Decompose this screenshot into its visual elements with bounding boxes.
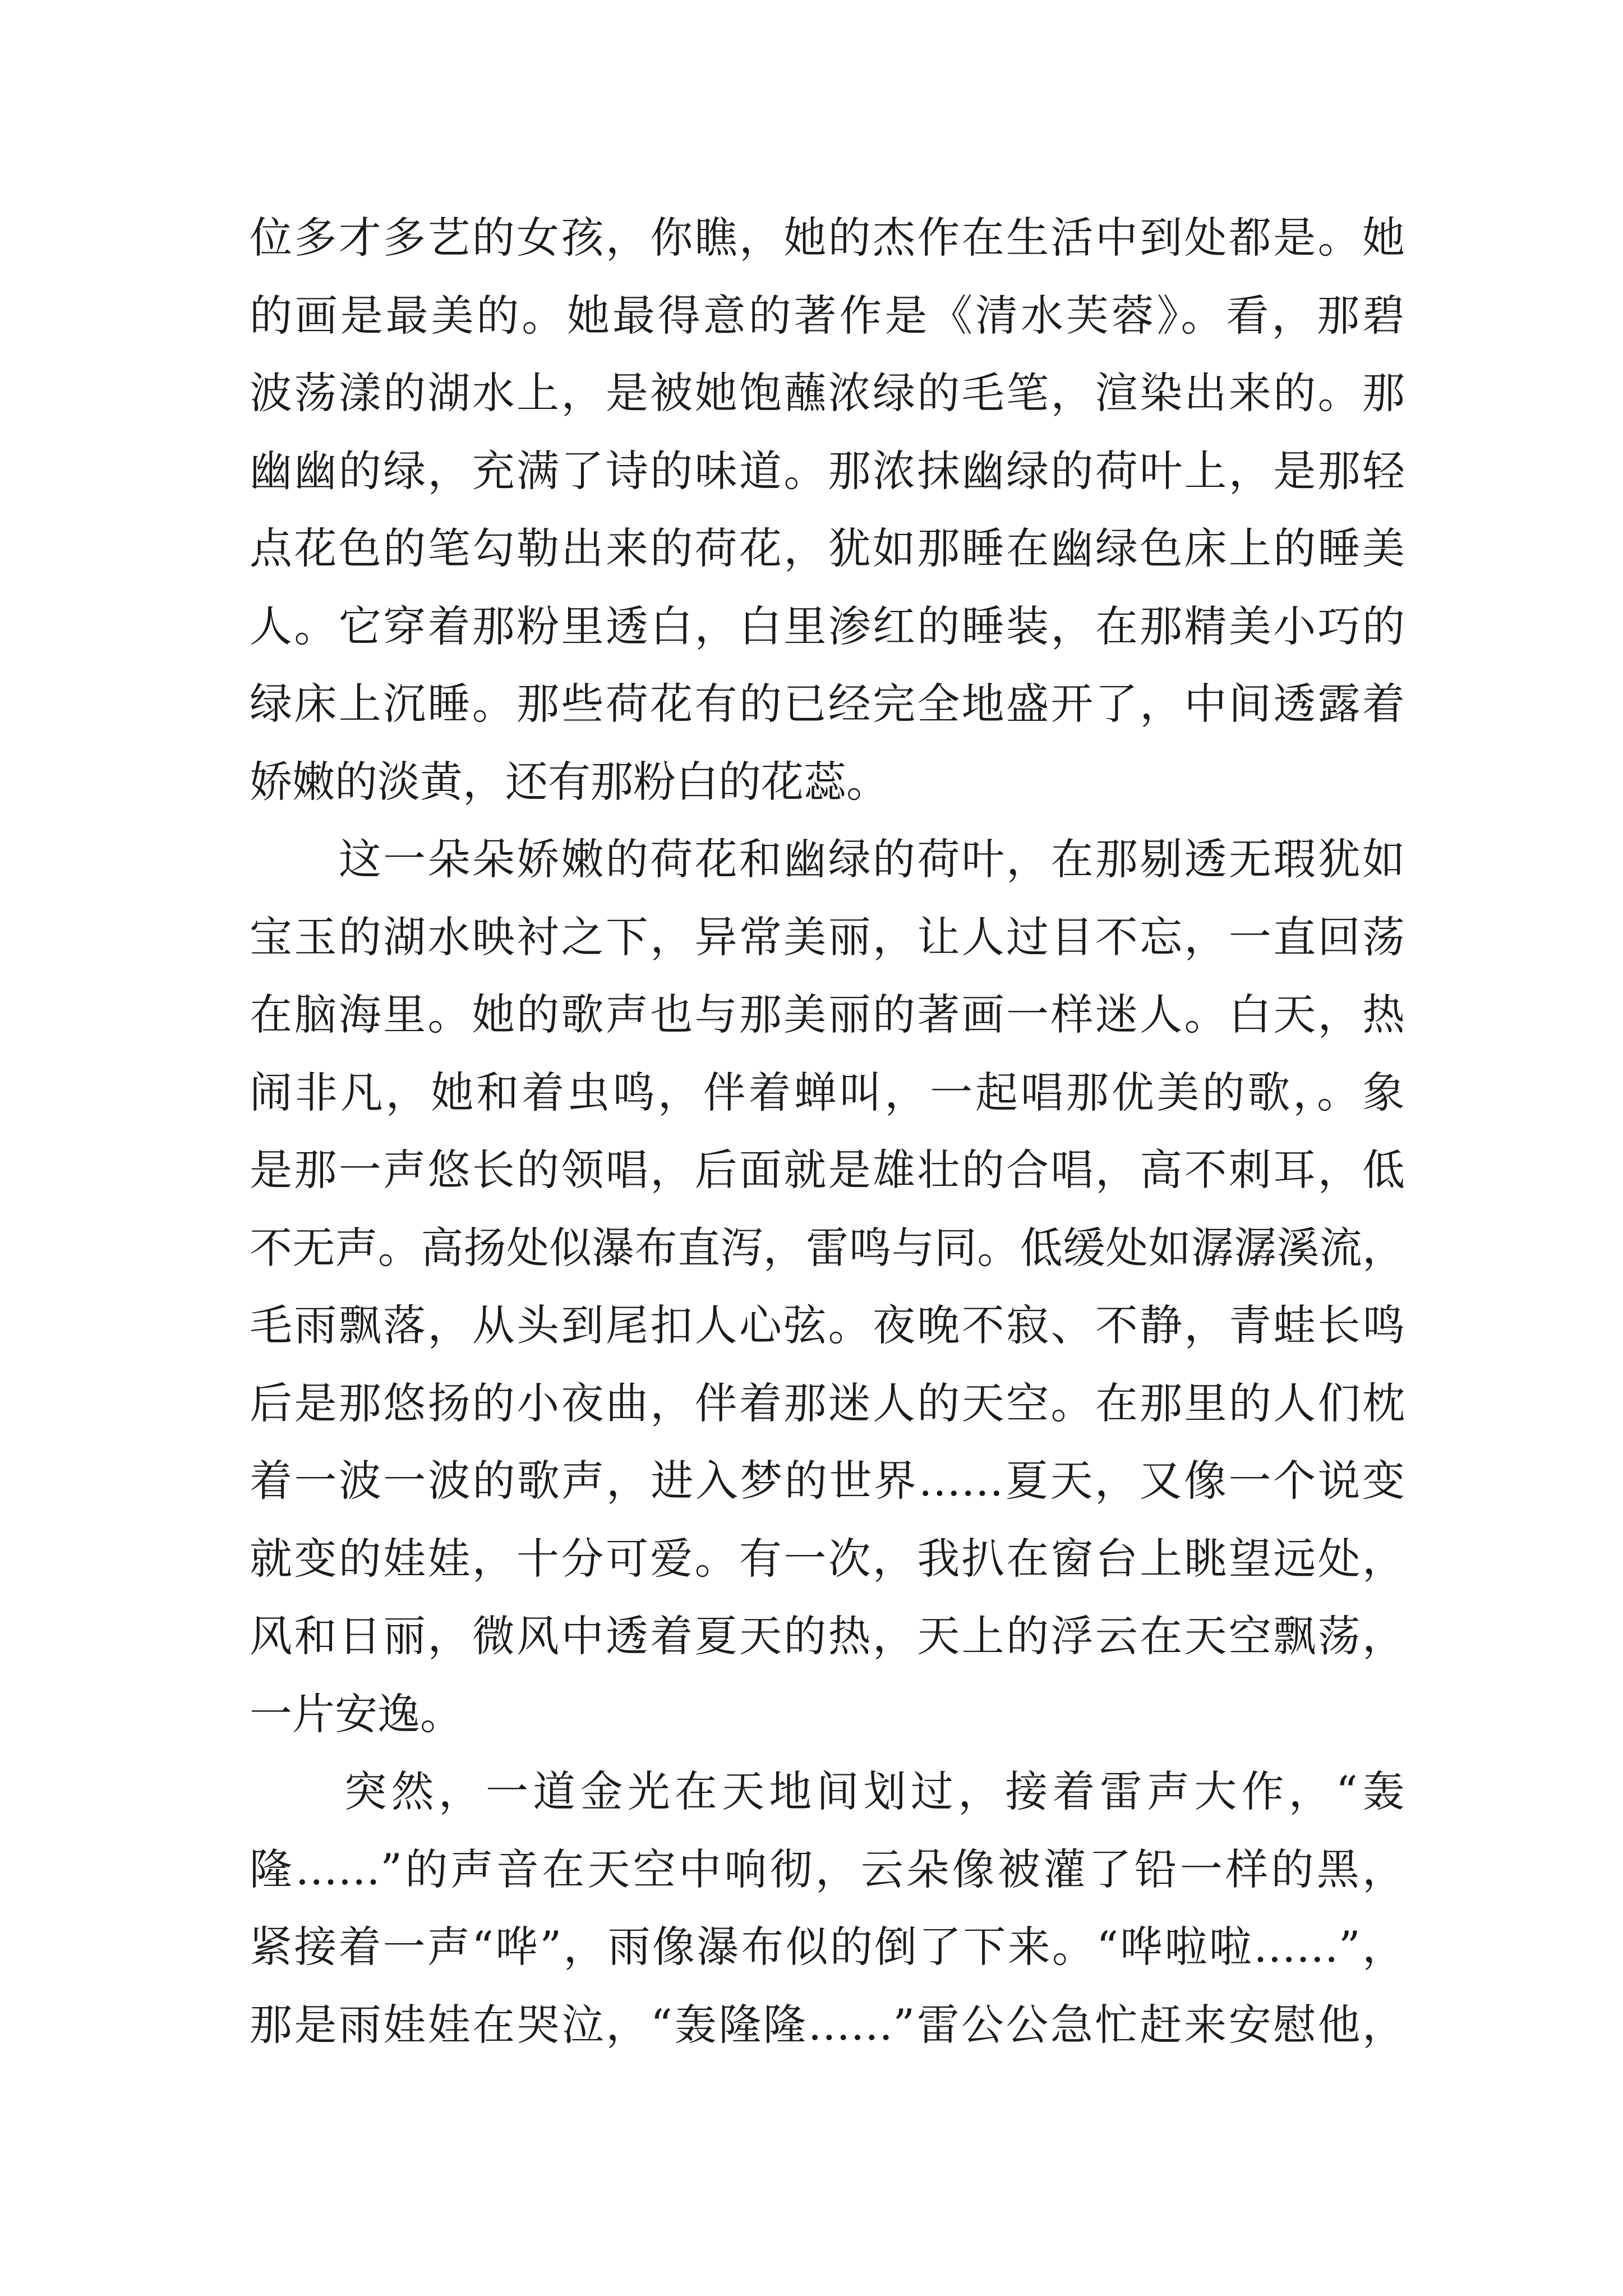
text-line: 点花色的笔勾勒出来的荷花，犹如那睡在幽绿色床上的睡美	[250, 523, 1405, 573]
paragraph-end-line: 一片安逸。	[250, 1688, 463, 1739]
text-line: 着一波一波的歌声，进入梦的世界……夏天，又像一个说变	[250, 1456, 1405, 1506]
text-line: 闹非凡，她和着虫鸣，伴着蝉叫，一起唱那优美的歌，。象	[250, 1067, 1405, 1117]
paragraph-end-line: 娇嫩的淡黄，还有那粉白的花蕊。	[250, 756, 889, 807]
text-line: 人。它穿着那粉里透白，白里渗红的睡装，在那精美小巧的	[250, 601, 1405, 651]
text-line: 绿床上沉睡。那些荷花有的已经完全地盛开了，中间透露着	[250, 679, 1405, 729]
text-line: 宝玉的湖水映衬之下，异常美丽，让人过目不忘，一直回荡	[250, 912, 1405, 962]
text-line: 幽幽的绿，充满了诗的味道。那浓抹幽绿的荷叶上，是那轻	[250, 445, 1405, 496]
text-line: 就变的娃娃，十分可爱。有一次，我扒在窗台上眺望远处，	[250, 1533, 1405, 1584]
text-line: 隆……”的声音在天空中响彻，云朵像被灌了铅一样的黑，	[250, 1844, 1405, 1894]
text-line: 风和日丽，微风中透着夏天的热，天上的浮云在天空飘荡，	[250, 1611, 1405, 1661]
text-line: 毛雨飘落，从头到尾扣人心弦。夜晚不寂、不静，青蛙长鸣	[250, 1300, 1405, 1350]
text-line: 后是那悠扬的小夜曲，伴着那迷人的天空。在那里的人们枕	[250, 1378, 1405, 1428]
text-line: 的画是最美的。她最得意的著作是《清水芙蓉》。看，那碧	[250, 290, 1405, 341]
paragraph-start-line: 这一朵朵娇嫩的荷花和幽绿的荷叶，在那剔透无瑕犹如	[250, 834, 1405, 884]
paragraph-start-line: 突然，一道金光在天地间划过，接着雷声大作，“轰	[250, 1766, 1405, 1816]
text-line: 在脑海里。她的歌声也与那美丽的著画一样迷人。白天，热	[250, 990, 1405, 1039]
text-line: 不无声。高扬处似瀑布直泻，雷鸣与同。低缓处如潺潺溪流，	[250, 1222, 1405, 1273]
text-line: 是那一声悠长的领唱，后面就是雄壮的合唱，高不刺耳，低	[250, 1145, 1405, 1195]
text-line: 波荡漾的湖水上，是被她饱蘸浓绿的毛笔，渲染出来的。那	[250, 368, 1405, 418]
text-line: 紧接着一声“哗”，雨像瀑布似的倒了下来。“哗啦啦……”，	[250, 1922, 1405, 1972]
text-line: 位多才多艺的女孩，你瞧，她的杰作在生活中到处都是。她	[250, 213, 1405, 263]
text-line: 那是雨娃娃在哭泣，“轰隆隆……”雷公公急忙赶来安慰他，	[250, 1999, 1405, 2050]
body-text	[250, 199, 1405, 2064]
